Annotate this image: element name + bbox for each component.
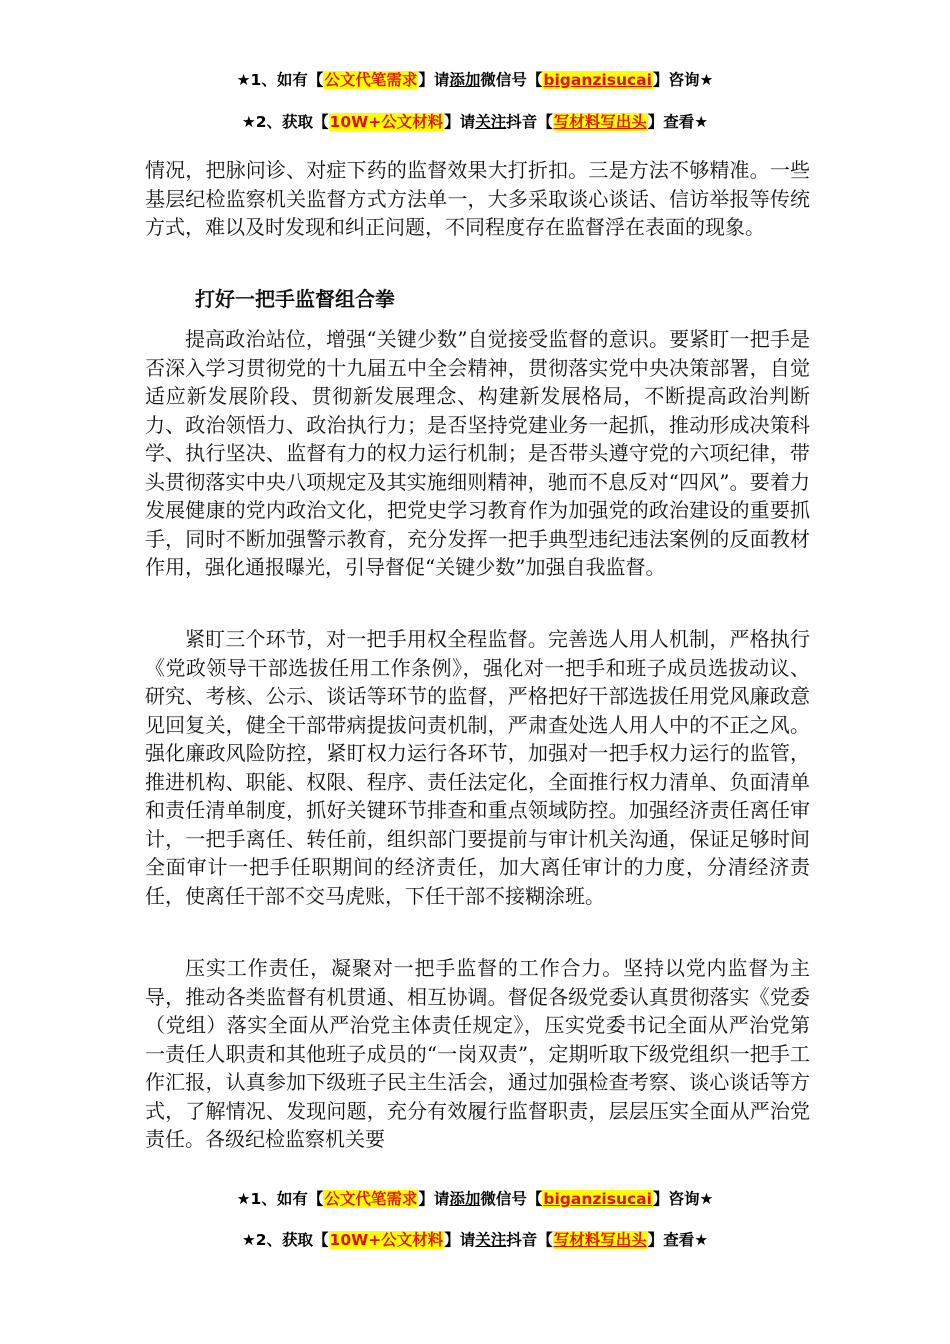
wechat-id-highlight: biganzisucai (543, 1190, 652, 1208)
section-heading: 打好一把手监督组合拳 (195, 287, 395, 311)
footer-banner-line-1 (0, 1187, 950, 1211)
banner-text: 微信号【 (480, 1190, 543, 1208)
banner-underline: 关注 (475, 113, 507, 131)
banner-text: 】查看★ (647, 113, 709, 131)
banner-text: 】请 (418, 71, 450, 89)
banner-highlight: 公文代笔需求 (324, 1190, 418, 1208)
header-banner-line-2 (0, 110, 950, 134)
banner-text: ★1、如有【 (236, 1190, 324, 1208)
banner-text: 】查看★ (647, 1231, 709, 1249)
douyin-highlight: 写材料写出头 (553, 113, 647, 131)
banner-highlight: 公文代笔需求 (324, 71, 418, 89)
banner-text: 抖音【 (506, 1231, 553, 1249)
banner-underline: 添加 (449, 1190, 481, 1208)
paragraph-1: 提高政治站位，增强“关键少数”自觉接受监督的意识。要紧盯一把手是否深入学习贯彻党的十九届五中全会精神，贯彻落实党中央决策部署，自觉适应新发展阶段、贯彻新发展理念、构建新发展格局，不断提高政治判断力、政治领悟力、政治执行力；是否坚持党建业务一起抓，推动形成决策科学、执行坚决、监督有力的权力运行机制；是否带头遵守党的六项纪律，带头贯彻落实中央八项规定及其实施细则精神，驰而不息反对“四风”。要着力发展健康的党内政治文化，把党史学习教育作为加强党的政治建设的重要抓手，同时不断加强警示教育，充分发挥一把手典型违纪违法案例的反面教材作用，强化通报曝光，引导督促“关键少数”加强自我监督。 (145, 327, 810, 579)
banner-text: ★1、如有【 (236, 71, 324, 89)
banner-underline: 添加 (449, 71, 481, 89)
banner-text: 抖音【 (506, 113, 553, 131)
paragraph-2: 紧盯三个环节，对一把手用权全程监督。完善选人用人机制，严格执行《党政领导干部选拔任用工作条例》，强化对一把手和班子成员选拔动议、研究、考核、公示、谈话等环节的监督，严格把好干部选拔任用党风廉政意见回复关，健全干部带病提拔问责机制，严肃查处选人用人中的不正之风。强化廉政风险防控，紧盯权力运行各环节，加强对一把手权力运行的监管，推进机构、职能、权限、程序、责任法定化，全面推行权力清单、负面清单和责任清单制度，抓好关键环节排查和重点领域防控。加强经济责任离任审计，一把手离任、转任前，组织部门要提前与审计机关沟通，保证足够时间全面审计一把手任职期间的经济责任，加大离任审计的力度，分清经济责任，使离任干部不交马虎账，下任干部不接糊涂班。 (145, 627, 810, 908)
banner-underline: 关注 (475, 1231, 507, 1249)
banner-text: 】请 (418, 1190, 450, 1208)
footer-banner-line-2 (0, 1228, 950, 1252)
banner-text: 】请 (444, 1231, 476, 1249)
wechat-id-highlight: biganzisucai (543, 71, 652, 89)
banner-text: ★2、获取【 (241, 113, 329, 131)
header-banner-line-1 (0, 68, 950, 92)
douyin-highlight: 写材料写出头 (553, 1231, 647, 1249)
banner-text: 】咨询★ (652, 1190, 714, 1208)
banner-text: ★2、获取【 (241, 1231, 329, 1249)
banner-text: 微信号【 (480, 71, 543, 89)
paragraph-3: 压实工作责任，凝聚对一把手监督的工作合力。坚持以党内监督为主导，推动各类监督有机贯通、相互协调。督促各级党委认真贯彻落实《党委（党组）落实全面从严治党主体责任规定》，压实党委书记全面从严治党第一责任人职责和其他班子成员的“一岗双责”，定期听取下级党组织一把手工作汇报，认真参加下级班子民主生活会，通过加强检查考察、谈心谈话等方式，了解情况、发现问题，充分有效履行监督职责，层层压实全面从严治党责任。各级纪检监察机关要 (145, 956, 810, 1151)
paragraph-intro: 情况，把脉问诊、对症下药的监督效果大打折扣。三是方法不够精准。一些基层纪检监察机关监督方式方法单一，大多采取谈心谈话、信访举报等传统方式，难以及时发现和纠正问题，不同程度存在监督浮在表面的现象。 (145, 158, 810, 239)
banner-highlight: 10W+公文材料 (329, 1231, 444, 1249)
banner-text: 】咨询★ (652, 71, 714, 89)
banner-text: 】请 (444, 113, 476, 131)
banner-highlight: 10W+公文材料 (329, 113, 444, 131)
